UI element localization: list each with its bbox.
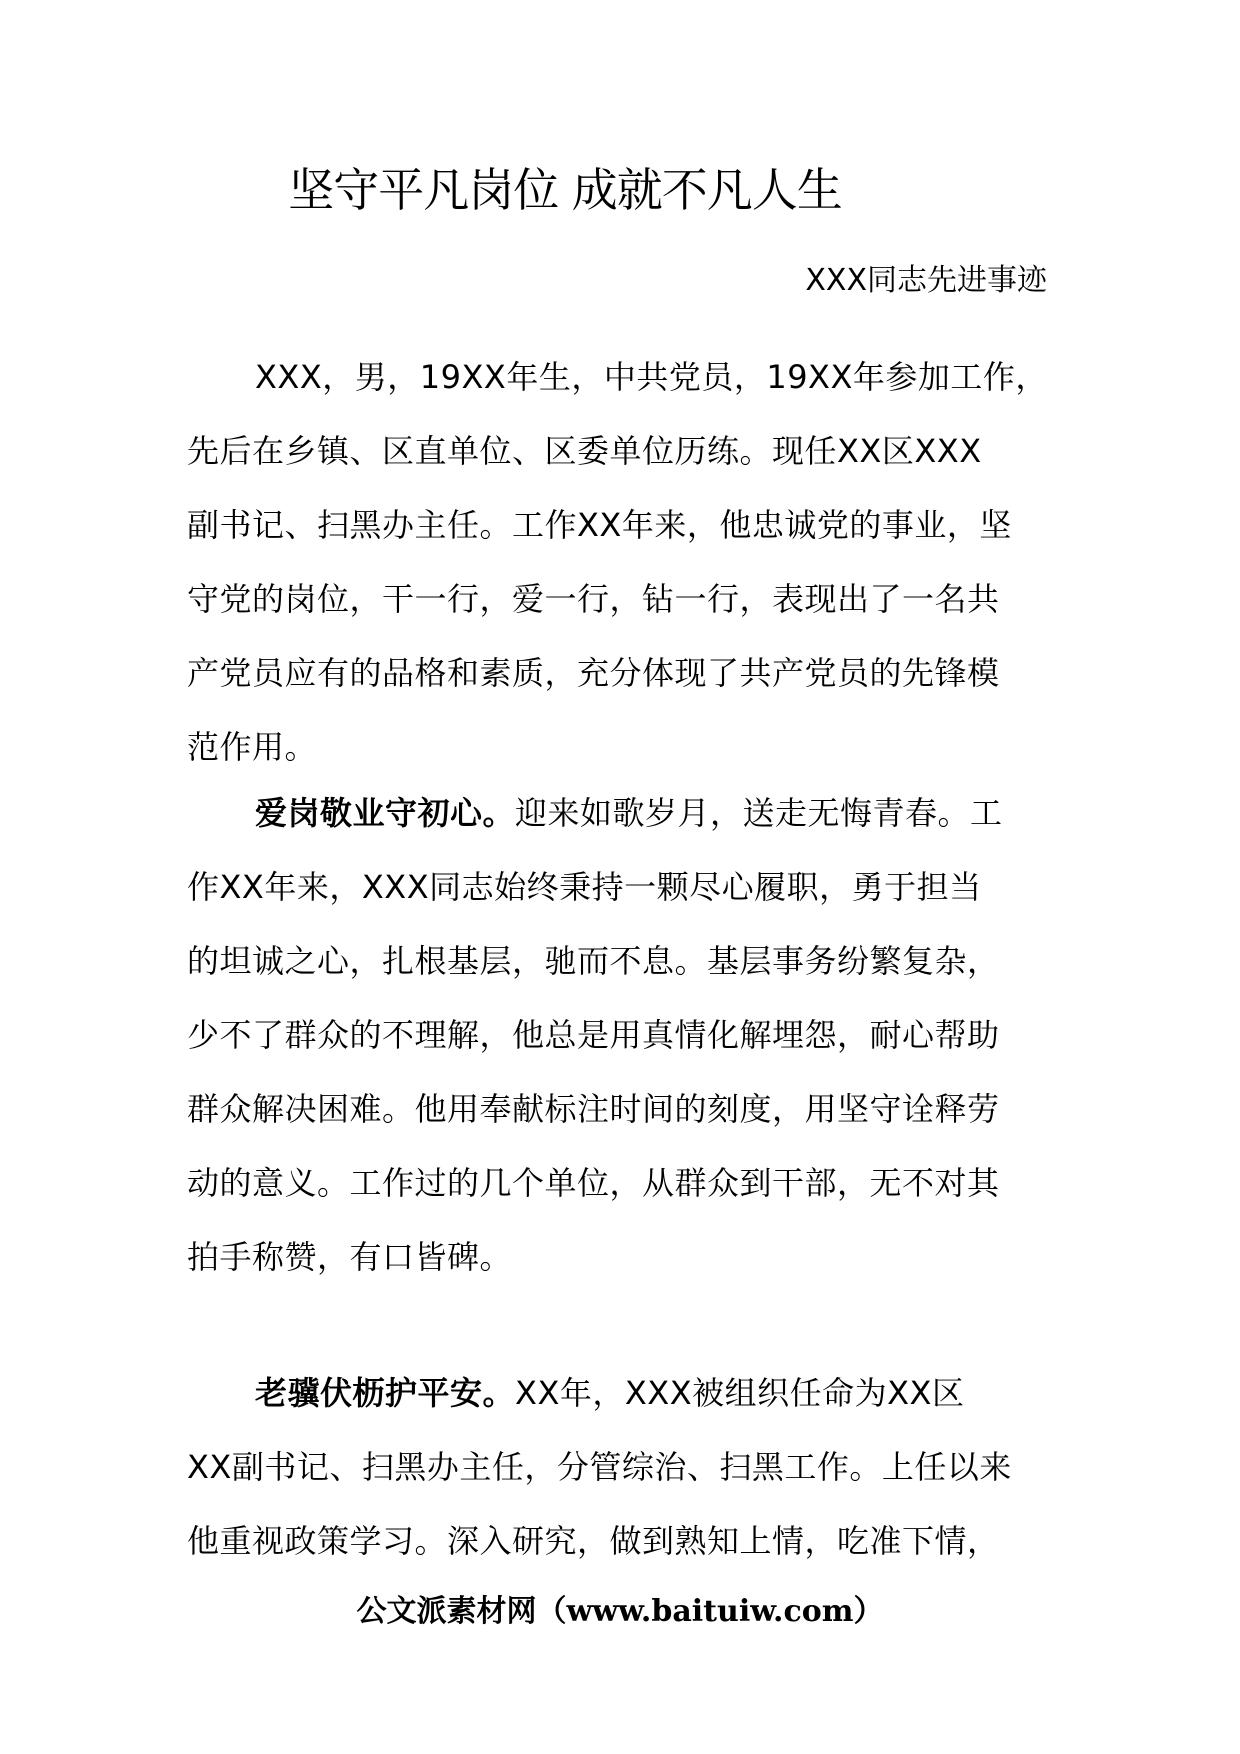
document-subtitle: XXX同志先进事迹 [805, 263, 1047, 298]
paragraph-line: 他重视政策学习。深入研究，做到熟知上情，吃准下情， [187, 1522, 1000, 1560]
paragraph-line: 拍手称赞，有口皆碑。 [187, 1238, 513, 1276]
paragraph-safety [187, 1356, 1067, 1578]
paragraph-line: 群众解决困难。他用奉献标注时间的刻度，用坚守诠释劳 [187, 1090, 1000, 1128]
paragraph-line [187, 776, 1067, 850]
paragraph-heading: 老骥伏枥护平安。 [255, 1374, 516, 1412]
paragraph-line: XXX，男，19XX年生，中共党员，19XX年参加工作， [255, 358, 1048, 396]
paragraph-heading: 爱岗敬业守初心。 [255, 794, 516, 832]
paragraph-line: 副书记、扫黑办主任。工作XX年来，他忠诚党的事业，坚 [187, 506, 1012, 544]
paragraph-dedication [187, 776, 1067, 1294]
paragraph-line: 少不了群众的不理解，他总是用真情化解埋怨，耐心帮助 [187, 1016, 1000, 1054]
paragraph-line: 动的意义。工作过的几个单位，从群众到干部，无不对其 [187, 1164, 1000, 1202]
paragraph-intro [187, 340, 1067, 784]
source-footer: 公文派素材网（www.baituiw.com） [356, 1594, 884, 1629]
paragraph-line [187, 1356, 1067, 1430]
document-title: 坚守平凡岗位 成就不凡人生 [288, 163, 842, 217]
paragraph-line-text: 迎来如歌岁月，送走无悔青春。工 [515, 794, 1003, 832]
paragraph-line: 的坦诚之心，扎根基层，驰而不息。基层事务纷繁复杂， [187, 942, 1000, 980]
paragraph-line: 范作用。 [187, 728, 318, 766]
paragraph-line: 先后在乡镇、区直单位、区委单位历练。现任XX区XXX [187, 432, 982, 470]
paragraph-line: 产党员应有的品格和素质，充分体现了共产党员的先锋模 [187, 654, 1000, 692]
paragraph-line: 作XX年来，XXX同志始终秉持一颗尽心履职，勇于担当 [187, 868, 982, 906]
paragraph-line: XX副书记、扫黑办主任，分管综治、扫黑工作。上任以来 [187, 1448, 1012, 1486]
paragraph-line-text: XX年，XXX被组织任命为XX区 [515, 1374, 965, 1412]
paragraph-line: 守党的岗位，干一行，爱一行，钻一行，表现出了一名共 [187, 580, 1000, 618]
